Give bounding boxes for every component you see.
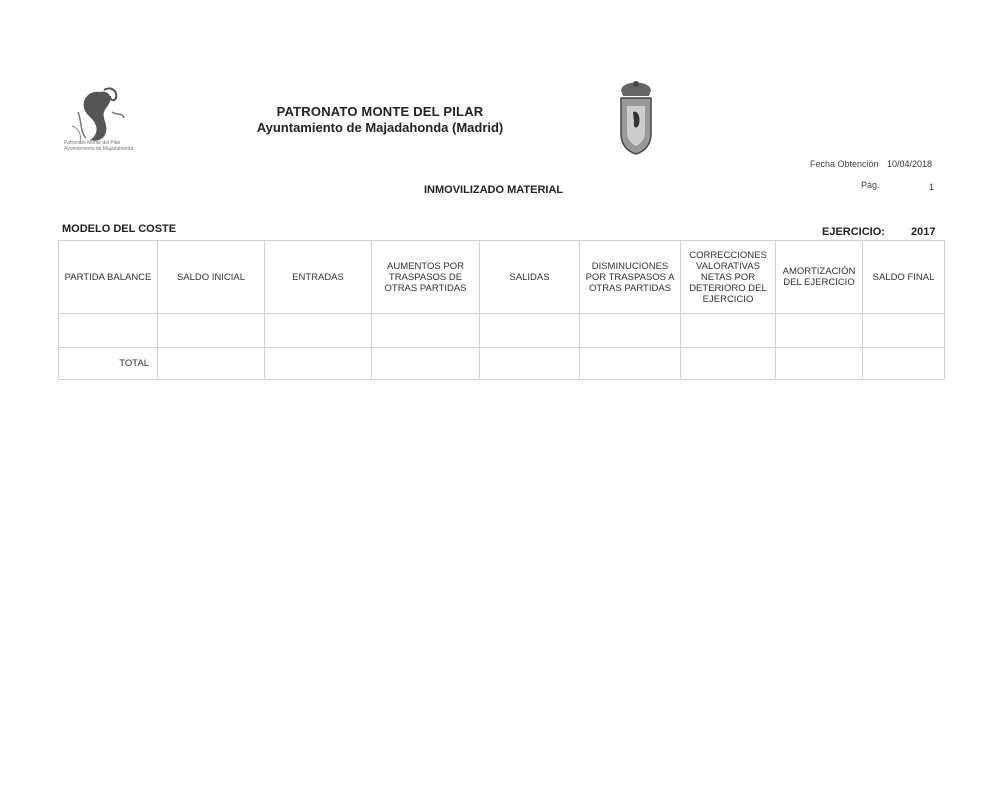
col-header: ENTRADAS — [265, 241, 372, 314]
table-cell — [158, 348, 265, 380]
col-header: SALDO FINAL — [863, 241, 945, 314]
organization-name: PATRONATO MONTE DEL PILAR — [276, 104, 484, 119]
document-title: INMOVILIZADO MATERIAL — [424, 184, 564, 196]
logo-caption-2: Ayuntamiento de Majadahonda — [64, 146, 134, 152]
col-header: SALIDAS — [480, 241, 580, 314]
table-cell — [480, 348, 580, 380]
table-row — [59, 314, 945, 348]
coat-of-arms-icon — [613, 76, 659, 158]
page-label: Pág. — [861, 180, 880, 190]
col-header: AMORTIZACIÓN DEL EJERCICIO — [776, 241, 863, 314]
table-cell — [59, 314, 158, 348]
total-label: TOTAL — [59, 348, 158, 380]
coat-of-arms — [613, 76, 659, 158]
col-header: PARTIDA BALANCE — [59, 241, 158, 314]
table-cell — [776, 348, 863, 380]
exercise-value: 2017 — [911, 226, 936, 238]
table-cell — [776, 314, 863, 348]
org-header — [230, 104, 530, 136]
table-cell — [681, 314, 776, 348]
total-row — [59, 348, 945, 380]
table-cell — [863, 348, 945, 380]
col-header: AUMENTOS POR TRASPASOS DE OTRAS PARTIDAS — [372, 241, 480, 314]
table-cell — [265, 314, 372, 348]
logo-caption-1: Patronato Monte del Pilar — [64, 140, 121, 146]
date-label: Fecha Obtención — [810, 159, 879, 169]
col-header: SALDO INICIAL — [158, 241, 265, 314]
table-cell — [480, 314, 580, 348]
table-cell — [580, 348, 681, 380]
table-cell — [681, 348, 776, 380]
col-header: DISMINUCIONES POR TRASPASOS A OTRAS PARTIDAS — [580, 241, 681, 314]
fixed-assets-table — [58, 240, 945, 380]
table-cell — [265, 348, 372, 380]
table-cell — [158, 314, 265, 348]
model-label: MODELO DEL COSTE — [62, 223, 177, 235]
date-value: 10/04/2018 — [887, 159, 933, 169]
page-value: 1 — [929, 182, 935, 192]
organization-subtitle: Ayuntamiento de Majadahonda (Madrid) — [256, 120, 504, 135]
header-row — [59, 241, 945, 314]
table-cell — [372, 348, 480, 380]
table-cell — [372, 314, 480, 348]
exercise-label: EJERCICIO: — [822, 226, 885, 238]
col-header: CORRECCIONES VALORATIVAS NETAS POR DETERIORO DEL EJERCICIO — [681, 241, 776, 314]
table-cell — [863, 314, 945, 348]
table-cell — [580, 314, 681, 348]
